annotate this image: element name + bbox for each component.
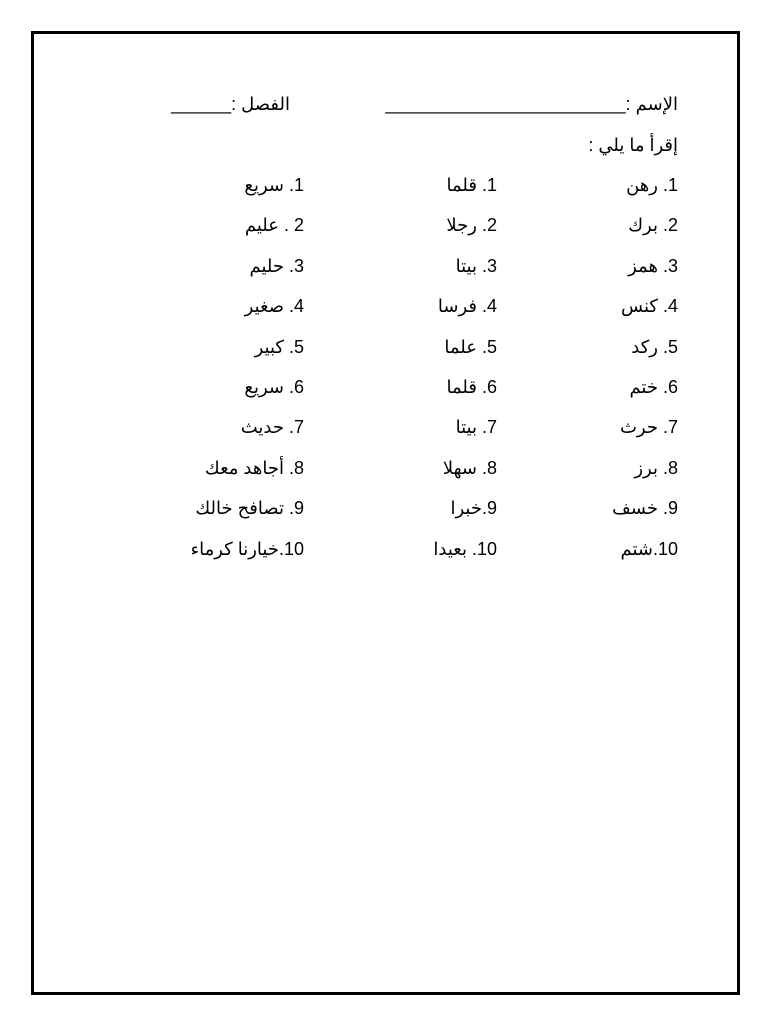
word-col1-item-4: 4. كنس <box>621 296 678 316</box>
word-col2-item-5: 5. علما <box>444 337 497 357</box>
instruction-text: إقرأ ما يلي : <box>588 135 678 155</box>
word-col3-item-5: 5. كبير <box>254 337 304 357</box>
word-col2-item-3: 3. بيتا <box>455 256 497 276</box>
word-col2-item-9: 9.خبرا <box>450 498 497 518</box>
word-col1-item-6: 6. ختم <box>629 377 678 397</box>
word-col2-item-7: 7. بيتا <box>455 417 497 437</box>
word-col2-item-8: 8. سهلا <box>442 458 497 478</box>
word-col1-item-8: 8. برز <box>634 458 678 478</box>
word-col2-item-10: 10. بعيدا <box>433 539 497 559</box>
word-col2-item-6: 6. قلما <box>446 377 497 397</box>
word-col3-item-8: 8. أجاهد معك <box>204 458 304 478</box>
word-col3-item-6: 6. سريع <box>244 377 304 397</box>
word-col1-item-9: 9. خسف <box>612 498 678 518</box>
word-col1-item-7: 7. حرث <box>619 417 678 437</box>
word-col1-item-2: 2. برك <box>628 215 678 235</box>
word-col1-item-3: 3. همز <box>628 256 678 276</box>
word-col1-item-1: 1. رهن <box>626 175 678 195</box>
word-col1-item-10: 10.شتم <box>620 539 678 559</box>
word-col3-item-7: 7. حديث <box>240 417 304 437</box>
class-field-line: الفصل :______ <box>171 94 290 114</box>
word-col3-item-10: 10.خيارنا كرماء <box>190 539 304 559</box>
word-col2-item-2: 2. رجلا <box>446 215 497 235</box>
word-col3-item-9: 9. تصافح خالك <box>195 498 304 518</box>
word-col3-item-1: 1. سريع <box>244 175 304 195</box>
word-col3-item-4: 4. صغير <box>244 296 304 316</box>
word-col2-item-4: 4. فرسا <box>437 296 497 316</box>
word-col2-item-1: 1. قلما <box>446 175 497 195</box>
name-field-line: الإسم :________________________ <box>385 94 678 114</box>
word-col1-item-5: 5. ركد <box>631 337 678 357</box>
word-col3-item-2: 2 . عليم <box>244 215 304 235</box>
word-col3-item-3: 3. حليم <box>249 256 304 276</box>
